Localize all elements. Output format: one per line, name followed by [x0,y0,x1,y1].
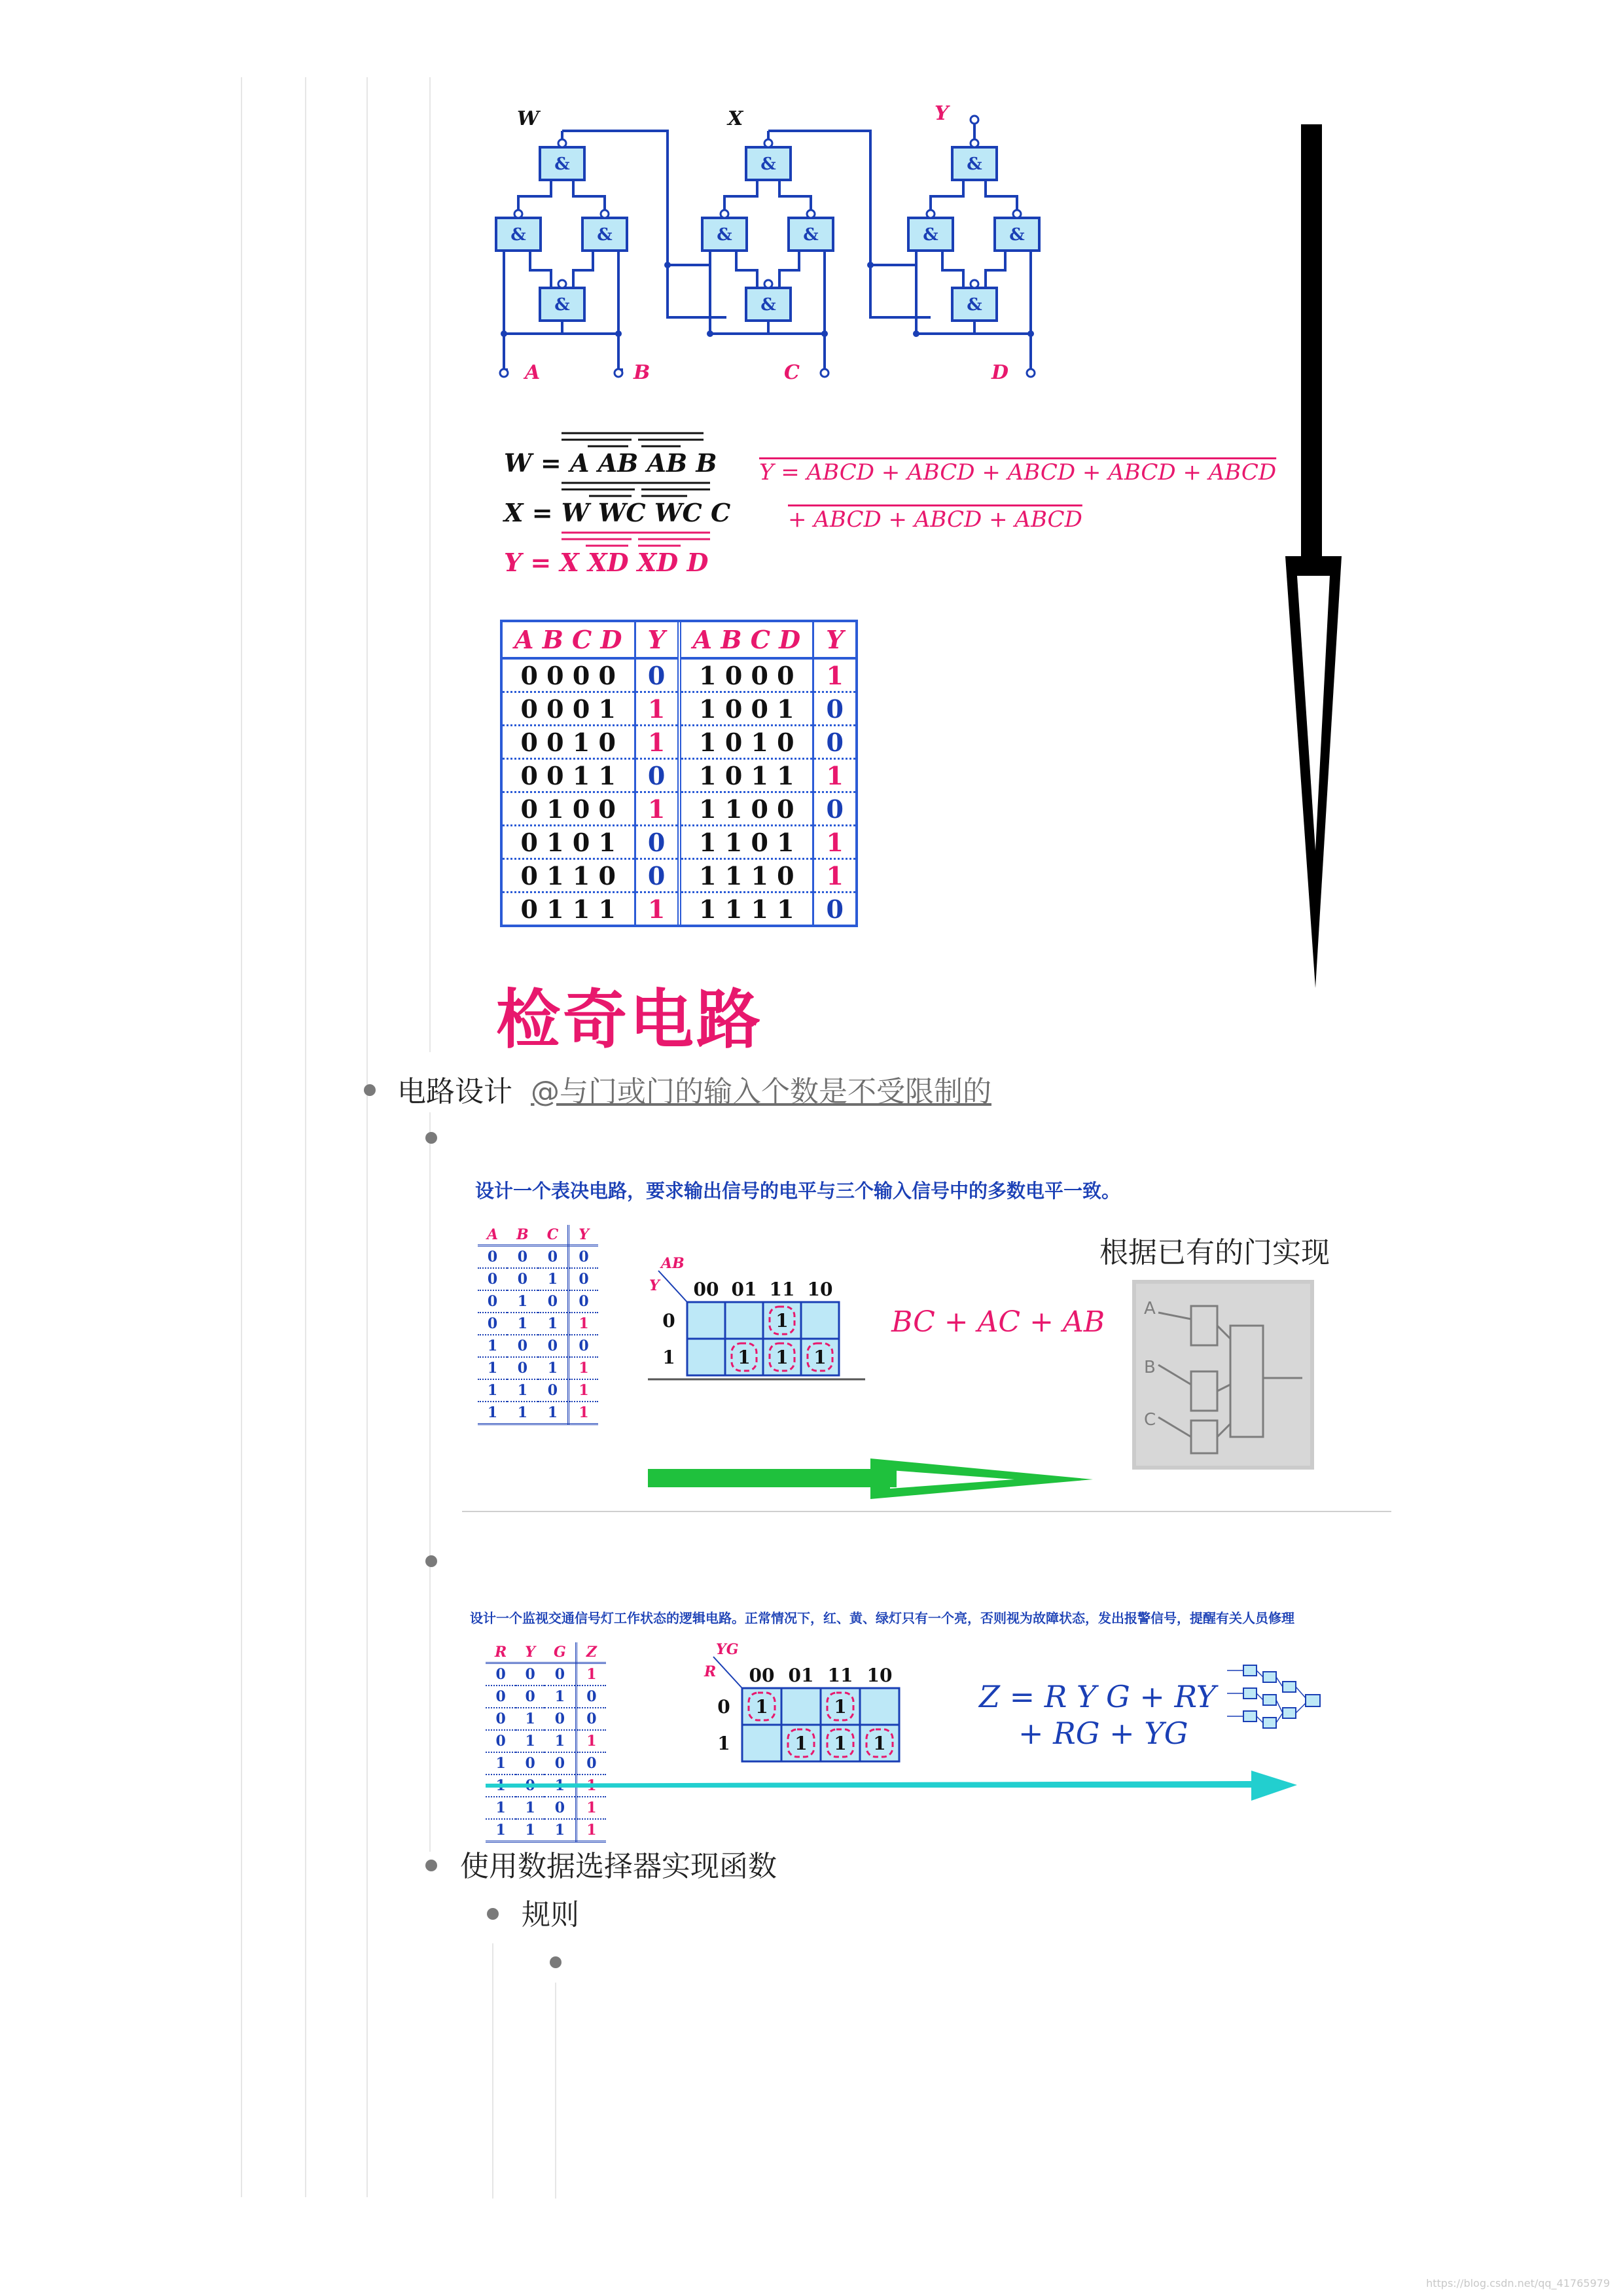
label-b: B [633,361,651,384]
kmap-col-label: 00 [749,1665,775,1686]
small-table-row [478,1335,598,1357]
indent-guide-4b [429,1112,431,1852]
sop-line-1: Y = ABCD + ABCD + ABCD + ABCD + ABCD [759,459,1277,486]
small-table-cell: 1 [478,1357,507,1379]
kmap-row-label: 0 [662,1310,675,1332]
small-table-cell: 1 [516,1730,544,1752]
kmap-cell-value: 1 [834,1696,847,1718]
truth-table-header: Y [813,622,856,658]
truth-table-cell: 1 [635,892,679,925]
small-table-cell: 1 [478,1379,507,1402]
indent-guide-1 [241,77,242,2197]
kmap-row-label: 0 [717,1696,730,1718]
sop-line-2: + ABCD + ABCD + ABCD [788,506,1082,533]
truth-table-row [503,792,855,826]
small-table-cell: 0 [486,1686,516,1708]
small-table-cell: 0 [544,1663,576,1686]
small-table-row [478,1246,598,1269]
small-table-cell: 1 [516,1819,544,1842]
truth-table-cell: 1 0 1 1 [679,759,813,792]
rules-item-label: 规则 [522,1898,579,1932]
small-table-cell: 0 [544,1797,576,1819]
small-table-cell: 1 [486,1797,516,1819]
indent-guide-4 [429,77,431,1052]
kmap-col-label: 00 [693,1279,719,1300]
kmap-col-var: YG [716,1641,739,1658]
truth-table-cell: 1 0 1 0 [679,726,813,759]
small-table-row [478,1313,598,1335]
traffic-expression [979,1678,1216,1752]
truth-table-cell: 0 1 1 1 [503,892,635,925]
truth-table-cell: 1 1 0 0 [679,792,813,826]
truth-table-cell: 1 1 0 1 [679,826,813,859]
small-table-cell: 0 [486,1730,516,1752]
small-table-cell: 1 [507,1290,538,1313]
vote-truth-table [478,1225,598,1425]
kmap-cell [687,1339,725,1375]
small-table-cell: 1 [544,1730,576,1752]
equation-y: Y = X XD XD D [504,548,709,577]
small-table-row [486,1686,606,1708]
kmap-cell-value: 1 [755,1696,768,1718]
small-table-cell: 0 [569,1246,598,1269]
small-table-cell: 0 [516,1686,544,1708]
bullet-dot [364,1084,376,1096]
watermark: https://blog.csdn.net/qq_41765979 [1426,2277,1610,2289]
vote-kmap [641,1256,877,1387]
truth-table-row [503,692,855,726]
small-table-row [478,1357,598,1379]
truth-table-row [503,826,855,859]
small-table-header: C [538,1225,569,1246]
svg-text:&: & [510,225,526,245]
truth-table-cell: 0 1 0 1 [503,826,635,859]
kmap-cell-value: 1 [738,1347,751,1368]
truth-table-cell: 0 [813,726,856,759]
indent-guide-5 [492,1943,493,2199]
truth-table-cell: 0 1 1 0 [503,859,635,892]
small-table-cell: 0 [576,1686,606,1708]
kmap-cell [725,1302,763,1339]
bullet-dot [487,1908,499,1920]
traffic-kmap [704,1641,936,1767]
kmap-cell [742,1725,781,1761]
label-y: Y [935,102,949,125]
truth-table-cell: 1 [813,658,856,692]
truth-table-cell: 0 [635,859,679,892]
small-table-cell: 0 [538,1246,569,1269]
kmap-cell-value: 1 [794,1733,808,1754]
truth-table-cell: 0 [813,692,856,726]
indent-guide-3 [366,77,368,2197]
small-table-cell: 0 [478,1313,507,1335]
traffic-expr-line-2: + RG + YG [1018,1716,1188,1751]
truth-table-cell: 1 [813,759,856,792]
kmap-col-label: 11 [769,1279,795,1300]
small-table-cell: 0 [478,1246,507,1269]
kmap-cell [860,1688,899,1725]
kmap-col-label: 11 [827,1665,853,1686]
small-table-cell: 1 [576,1663,606,1686]
small-table-cell: 0 [486,1708,516,1730]
svg-text:&: & [803,225,819,245]
truth-table-cell: 0 [635,826,679,859]
kmap-row-label: 1 [662,1347,675,1368]
truth-table-cell: 0 1 0 0 [503,792,635,826]
small-table-cell: 0 [544,1708,576,1730]
small-table-cell: 1 [576,1797,606,1819]
circuit-design-link[interactable]: @与门或门的输入个数是不受限制的 [531,1075,991,1108]
kmap-cell-value: 1 [776,1310,789,1332]
bullet-dot [550,1956,562,1968]
label-c: C [784,361,800,384]
small-table-row [478,1402,598,1424]
label-a: A [525,361,541,384]
small-table-cell: 1 [538,1268,569,1290]
small-table-header: R [486,1642,516,1663]
sop-expression [759,449,1276,543]
small-table-cell: 0 [507,1335,538,1357]
small-table-cell: 0 [569,1268,598,1290]
small-table-row [486,1730,606,1752]
small-table-cell: 0 [538,1290,569,1313]
indent-guide-6 [555,1983,556,2199]
handdrawn-circuit-photo [1132,1280,1314,1470]
small-table-cell: 0 [544,1752,576,1775]
small-table-cell: 0 [569,1335,598,1357]
small-table-header: G [544,1642,576,1663]
truth-table-cell: 1 [635,692,679,726]
kmap-cell [801,1302,839,1339]
kmap-col-label: 10 [866,1665,893,1686]
truth-table-cell: 0 [635,658,679,692]
truth-table-header: Y [635,622,679,658]
kmap-cell-value: 1 [873,1733,886,1754]
truth-table-cell: 1 [813,826,856,859]
truth-table-row [503,859,855,892]
small-table-cell: 1 [576,1819,606,1842]
svg-text:&: & [923,225,938,245]
truth-table-header: A B C D [503,622,635,658]
truth-table-cell: 1 [813,859,856,892]
small-table-cell: 0 [576,1752,606,1775]
small-table-cell: 1 [478,1402,507,1424]
small-table-row [478,1379,598,1402]
small-table-cell: 1 [486,1752,516,1775]
kmap-cell [781,1688,821,1725]
small-table-cell: 1 [486,1819,516,1842]
small-table-cell: 1 [516,1797,544,1819]
small-table-cell: 1 [576,1730,606,1752]
small-table-cell: 1 [569,1402,598,1424]
truth-table-cell: 1 [635,726,679,759]
mux-item-label: 使用数据选择器实现函数 [460,1850,777,1883]
kmap-col-var: AB [661,1255,685,1272]
small-table-header: Z [576,1642,606,1663]
small-table-cell: 0 [507,1268,538,1290]
label-w: W [517,107,539,130]
traffic-truth-table [486,1642,606,1843]
kmap-row-label: 1 [717,1733,730,1754]
truth-table-cell: 0 0 0 1 [503,692,635,726]
truth-table-cell: 1 1 1 1 [679,892,813,925]
svg-text:C: C [1144,1410,1156,1430]
truth-table-row [503,892,855,925]
small-table-cell: 0 [486,1663,516,1686]
small-table-row [486,1663,606,1686]
truth-table-cell: 0 0 0 0 [503,658,635,692]
svg-text:&: & [554,295,570,315]
small-table-cell: 0 [538,1379,569,1402]
small-table-cell: 0 [507,1246,538,1269]
small-table-cell: 0 [516,1663,544,1686]
svg-text:&: & [760,295,776,315]
photo-caption: 根据已有的门实现 [1099,1236,1330,1269]
truth-table-row [503,726,855,759]
small-table-cell: 0 [507,1357,538,1379]
small-table-cell: 1 [478,1335,507,1357]
parity-truth-table [500,620,858,927]
svg-text:&: & [717,225,732,245]
bullet-dot [425,1132,437,1144]
kmap-row-var: R [704,1663,717,1680]
truth-table-row [503,658,855,692]
truth-table-cell: 1 [635,792,679,826]
cyan-arrow-icon [486,1767,1297,1806]
small-table-row [478,1290,598,1313]
svg-text:&: & [967,154,982,174]
circuit-design-item [397,1068,991,1110]
kmap-cell [687,1302,725,1339]
equation-x: X = W WC WC C [504,498,731,527]
traffic-description: 设计一个监视交通信号灯工作状态的逻辑电路。正常情况下，红、黄、绿灯只有一个亮，否则视为故障状态，发出报警信号，提醒有关人员修理 [470,1610,1294,1626]
small-table-cell: 0 [478,1290,507,1313]
small-table-row [478,1268,598,1290]
small-table-cell: 1 [507,1313,538,1335]
truth-table-cell: 1 1 1 0 [679,859,813,892]
svg-text:B: B [1144,1358,1156,1377]
kmap-row-var: Y [649,1277,660,1294]
kmap-cell-value: 1 [834,1733,847,1754]
vote-description: 设计一个表决电路，要求输出信号的电平与三个输入信号中的多数电平一致。 [475,1180,1121,1202]
kmap-cell-value: 1 [813,1347,827,1368]
equation-overlines [556,425,726,582]
small-table-row [486,1819,606,1842]
kmap-col-label: 01 [731,1279,757,1300]
green-arrow-icon [648,1456,1093,1502]
svg-text:&: & [597,225,613,245]
small-table-cell: 1 [538,1402,569,1424]
small-table-header: Y [569,1225,598,1246]
small-table-cell: 1 [538,1313,569,1335]
truth-table-cell: 0 0 1 1 [503,759,635,792]
small-table-cell: 1 [544,1819,576,1842]
small-table-cell: 0 [478,1268,507,1290]
equation-w: W = A AB AB B [504,448,717,478]
kmap-col-label: 10 [807,1279,833,1300]
small-table-cell: 0 [516,1752,544,1775]
gate-symbol: & [554,154,570,174]
indent-guide-2 [305,77,306,2197]
traffic-circuit-thumbnail [1224,1659,1329,1750]
svg-text:&: & [1009,225,1025,245]
kmap-col-label: 01 [788,1665,814,1686]
label-d: D [991,361,1009,384]
small-table-cell: 0 [538,1335,569,1357]
truth-table-cell: 1 0 0 0 [679,658,813,692]
small-table-cell: 1 [538,1357,569,1379]
truth-table-cell: 0 [813,792,856,826]
svg-text:A: A [1144,1299,1156,1318]
svg-text:&: & [967,295,982,315]
vote-expression: BC + AC + AB [891,1305,1105,1339]
circuit-design-label: 电路设计 [397,1075,512,1108]
small-table-cell: 1 [569,1313,598,1335]
bullet-dot [425,1555,437,1567]
small-table-header: B [507,1225,538,1246]
small-table-row [486,1708,606,1730]
down-arrow-icon [1283,124,1348,1001]
truth-table-cell: 0 [635,759,679,792]
truth-table-cell: 0 [826,894,844,924]
bullet-dot [425,1860,437,1871]
small-table-cell: 1 [569,1357,598,1379]
small-table-cell: 1 [516,1708,544,1730]
kmap-cell-value: 1 [776,1347,789,1368]
small-table-cell: 0 [569,1290,598,1313]
small-table-header: Y [516,1642,544,1663]
svg-text:&: & [760,154,776,174]
traffic-expr-line-1: Z = R Y G + RY [979,1679,1217,1714]
truth-table-row [503,759,855,792]
divider [462,1511,1391,1512]
small-table-cell: 1 [507,1379,538,1402]
truth-table-cell: 1 0 0 1 [679,692,813,726]
small-table-cell: 0 [576,1708,606,1730]
truth-table-header: A B C D [679,622,813,658]
small-table-cell: 1 [569,1379,598,1402]
label-x: X [728,107,743,130]
nand-parity-circuit [484,101,1054,396]
small-table-cell: 1 [507,1402,538,1424]
small-table-header: A [478,1225,507,1246]
truth-table-cell: 0 0 1 0 [503,726,635,759]
parity-circuit-title: 检奇电路 [496,983,764,1057]
small-table-cell: 1 [544,1686,576,1708]
